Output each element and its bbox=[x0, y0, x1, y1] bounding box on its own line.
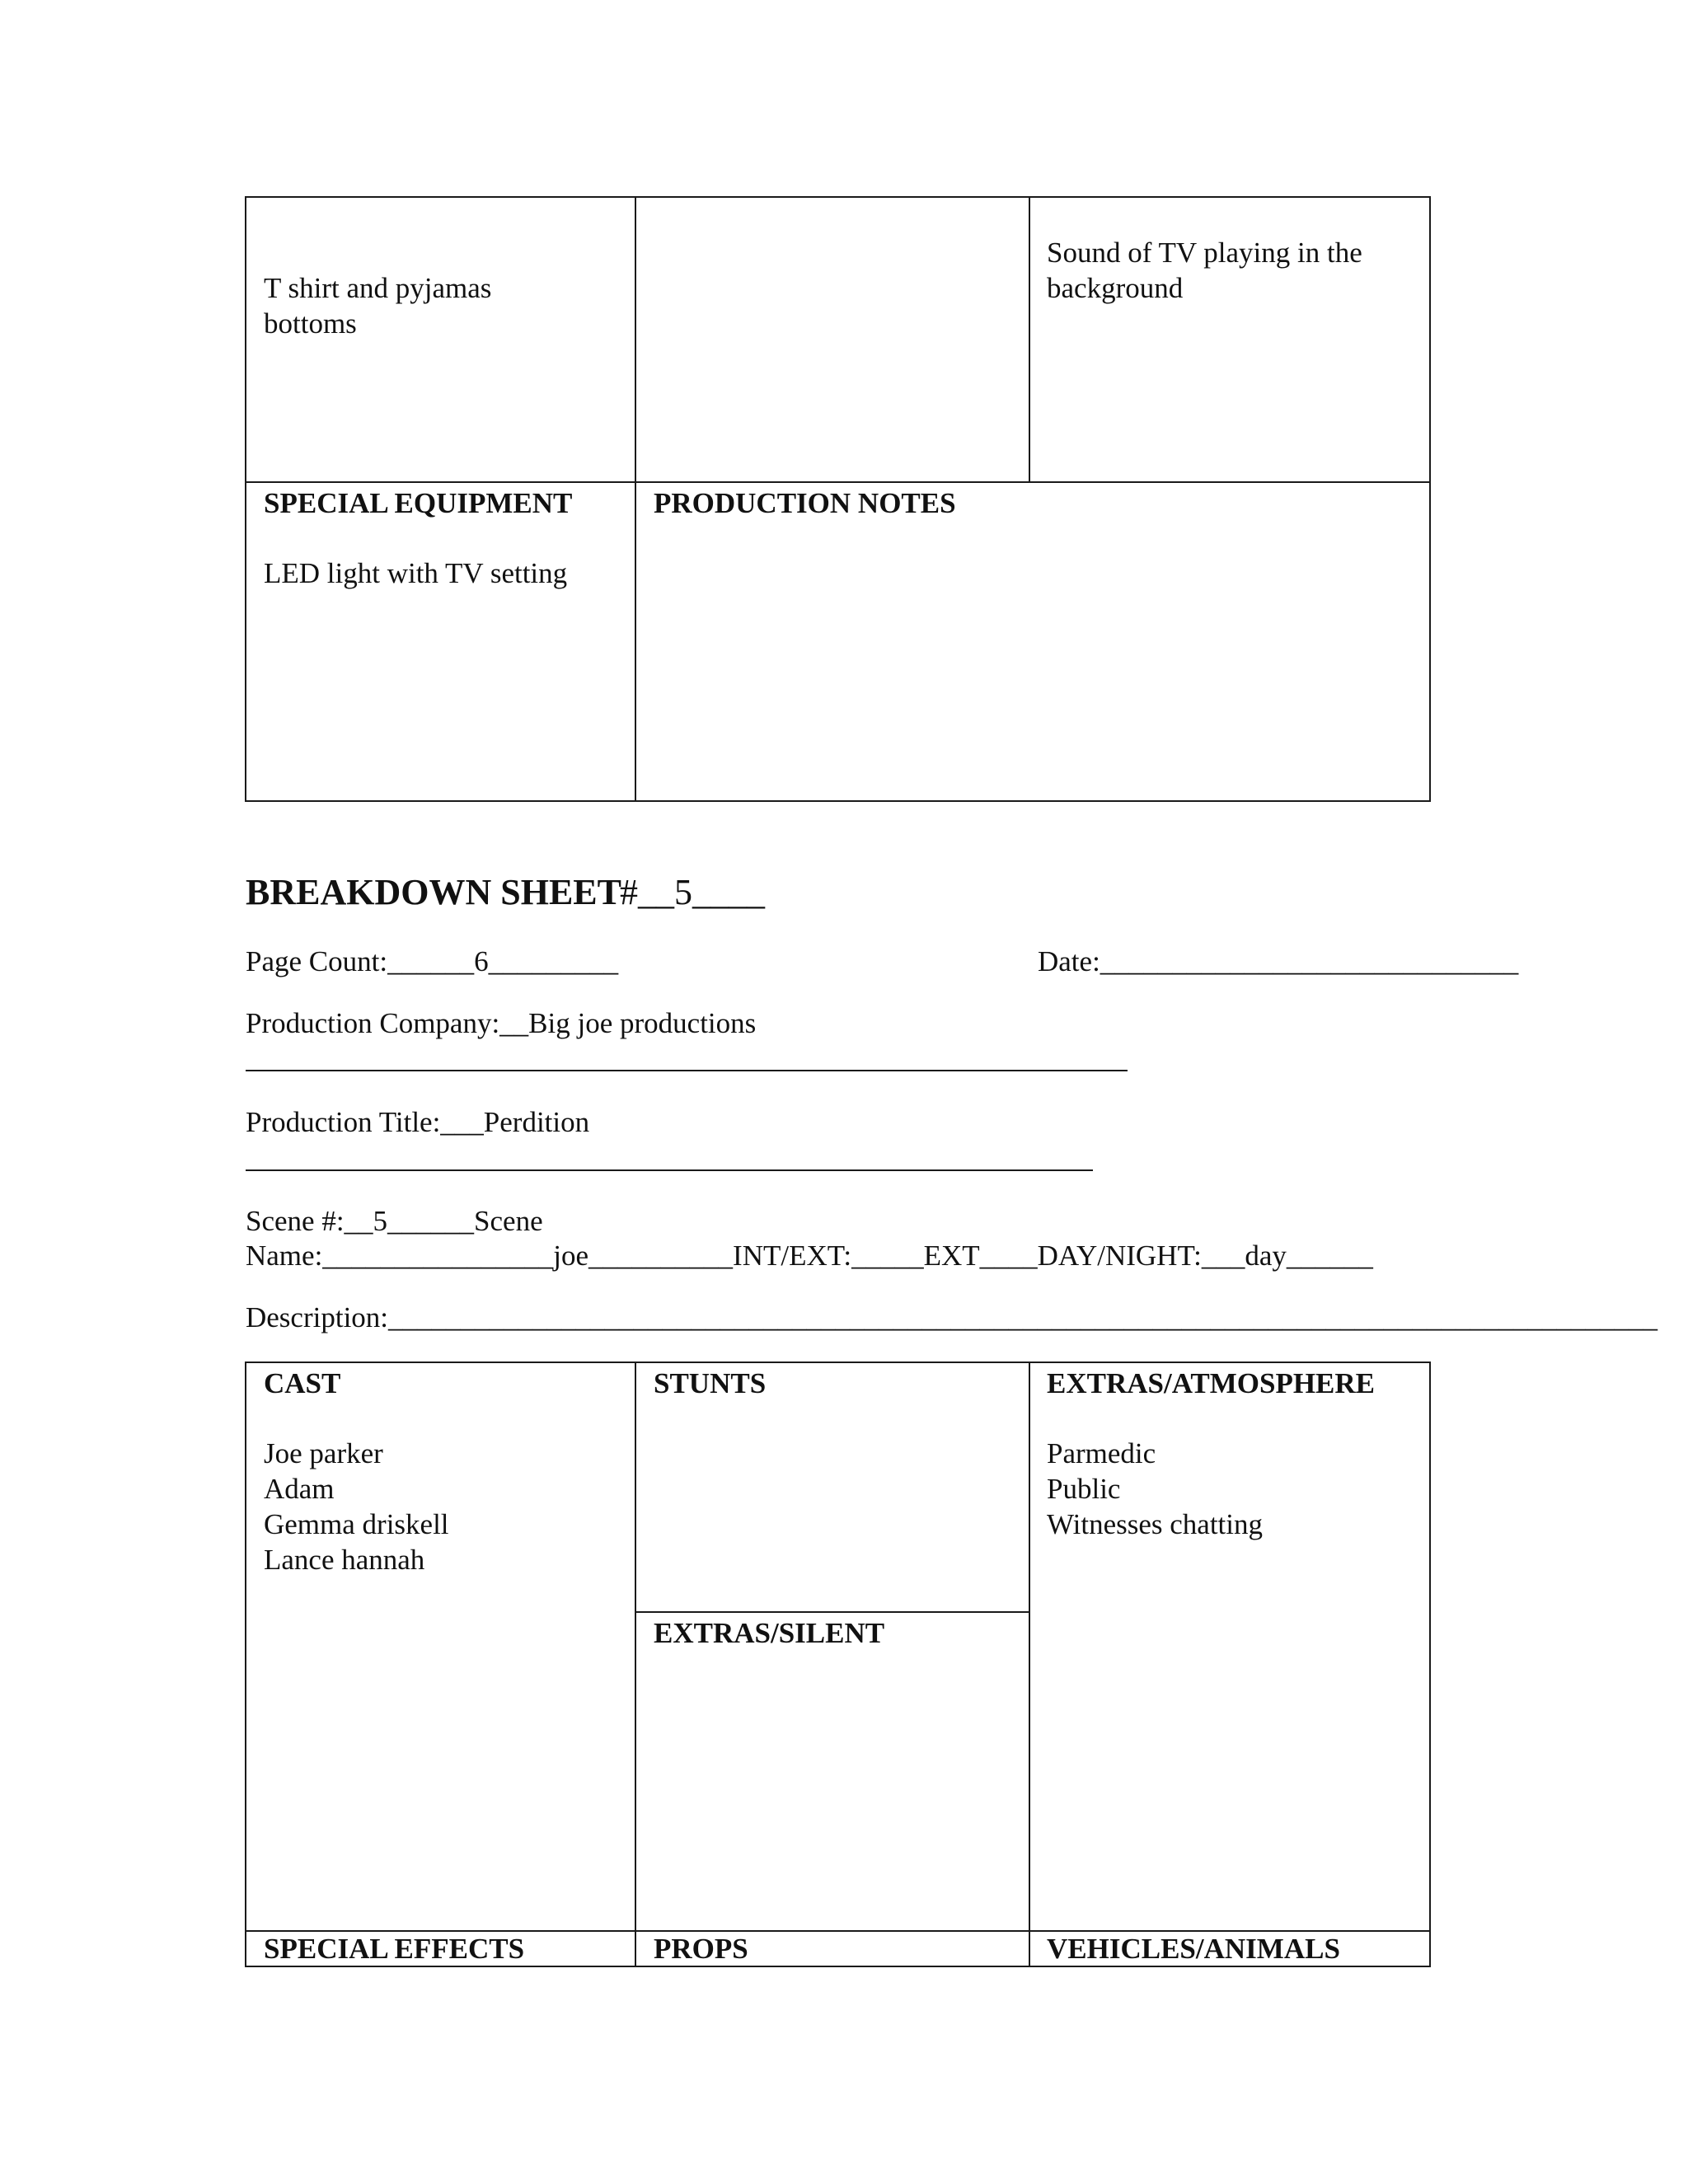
bottom-table-divider-2 bbox=[1029, 1361, 1030, 1967]
breakdown-sheet-title: BREAKDOWN SHEET bbox=[246, 872, 621, 912]
extras-atmosphere-header: EXTRAS/ATMOSPHERE bbox=[1047, 1367, 1376, 1399]
production-company-underline bbox=[246, 1070, 1128, 1071]
special-equipment-text: LED light with TV setting bbox=[264, 557, 568, 589]
production-title-field: Production Title:___Perdition bbox=[246, 1106, 590, 1138]
production-title-underline bbox=[246, 1169, 1093, 1171]
special-equipment-header: SPECIAL EQUIPMENT bbox=[264, 487, 573, 519]
top-table-divider-2 bbox=[1029, 196, 1030, 483]
cast-header: CAST bbox=[264, 1367, 341, 1399]
breakdown-sheet-number: #__5____ bbox=[620, 872, 765, 912]
costume-text: T shirt and pyjamas bottoms bbox=[264, 272, 492, 340]
stunts-extras-divider bbox=[635, 1611, 1029, 1613]
extras-silent-header: EXTRAS/SILENT bbox=[654, 1617, 885, 1649]
scene-line-1: Scene #:__5______Scene bbox=[246, 1205, 543, 1237]
date-field: Date:_____________________________ bbox=[1038, 945, 1519, 977]
bottom-table-divider-1 bbox=[635, 1361, 636, 1967]
special-effects-header: SPECIAL EFFECTS bbox=[264, 1933, 525, 1965]
cast-list: Joe parker Adam Gemma driskell Lance hannah bbox=[264, 1437, 449, 1576]
description-field: Description:________________________________________________________________________________________ bbox=[246, 1301, 1658, 1333]
top-table-row-divider bbox=[245, 481, 1431, 483]
top-table-divider-1 bbox=[635, 196, 636, 802]
scene-line-2: Name:________________joe__________INT/EXT:_____EXT____DAY/NIGHT:___day______ bbox=[246, 1240, 1373, 1272]
page-count-field: Page Count:______6_________ bbox=[246, 945, 619, 977]
vehicles-animals-header: VEHICLES/ANIMALS bbox=[1047, 1933, 1340, 1965]
production-company-field: Production Company:__Big joe productions bbox=[246, 1007, 757, 1039]
stunts-header: STUNTS bbox=[654, 1367, 767, 1399]
sound-text: Sound of TV playing in the background bbox=[1047, 237, 1362, 304]
props-header: PROPS bbox=[654, 1933, 748, 1965]
production-notes-header: PRODUCTION NOTES bbox=[654, 487, 956, 519]
extras-atmosphere-list: Parmedic Public Witnesses chatting bbox=[1047, 1437, 1264, 1540]
